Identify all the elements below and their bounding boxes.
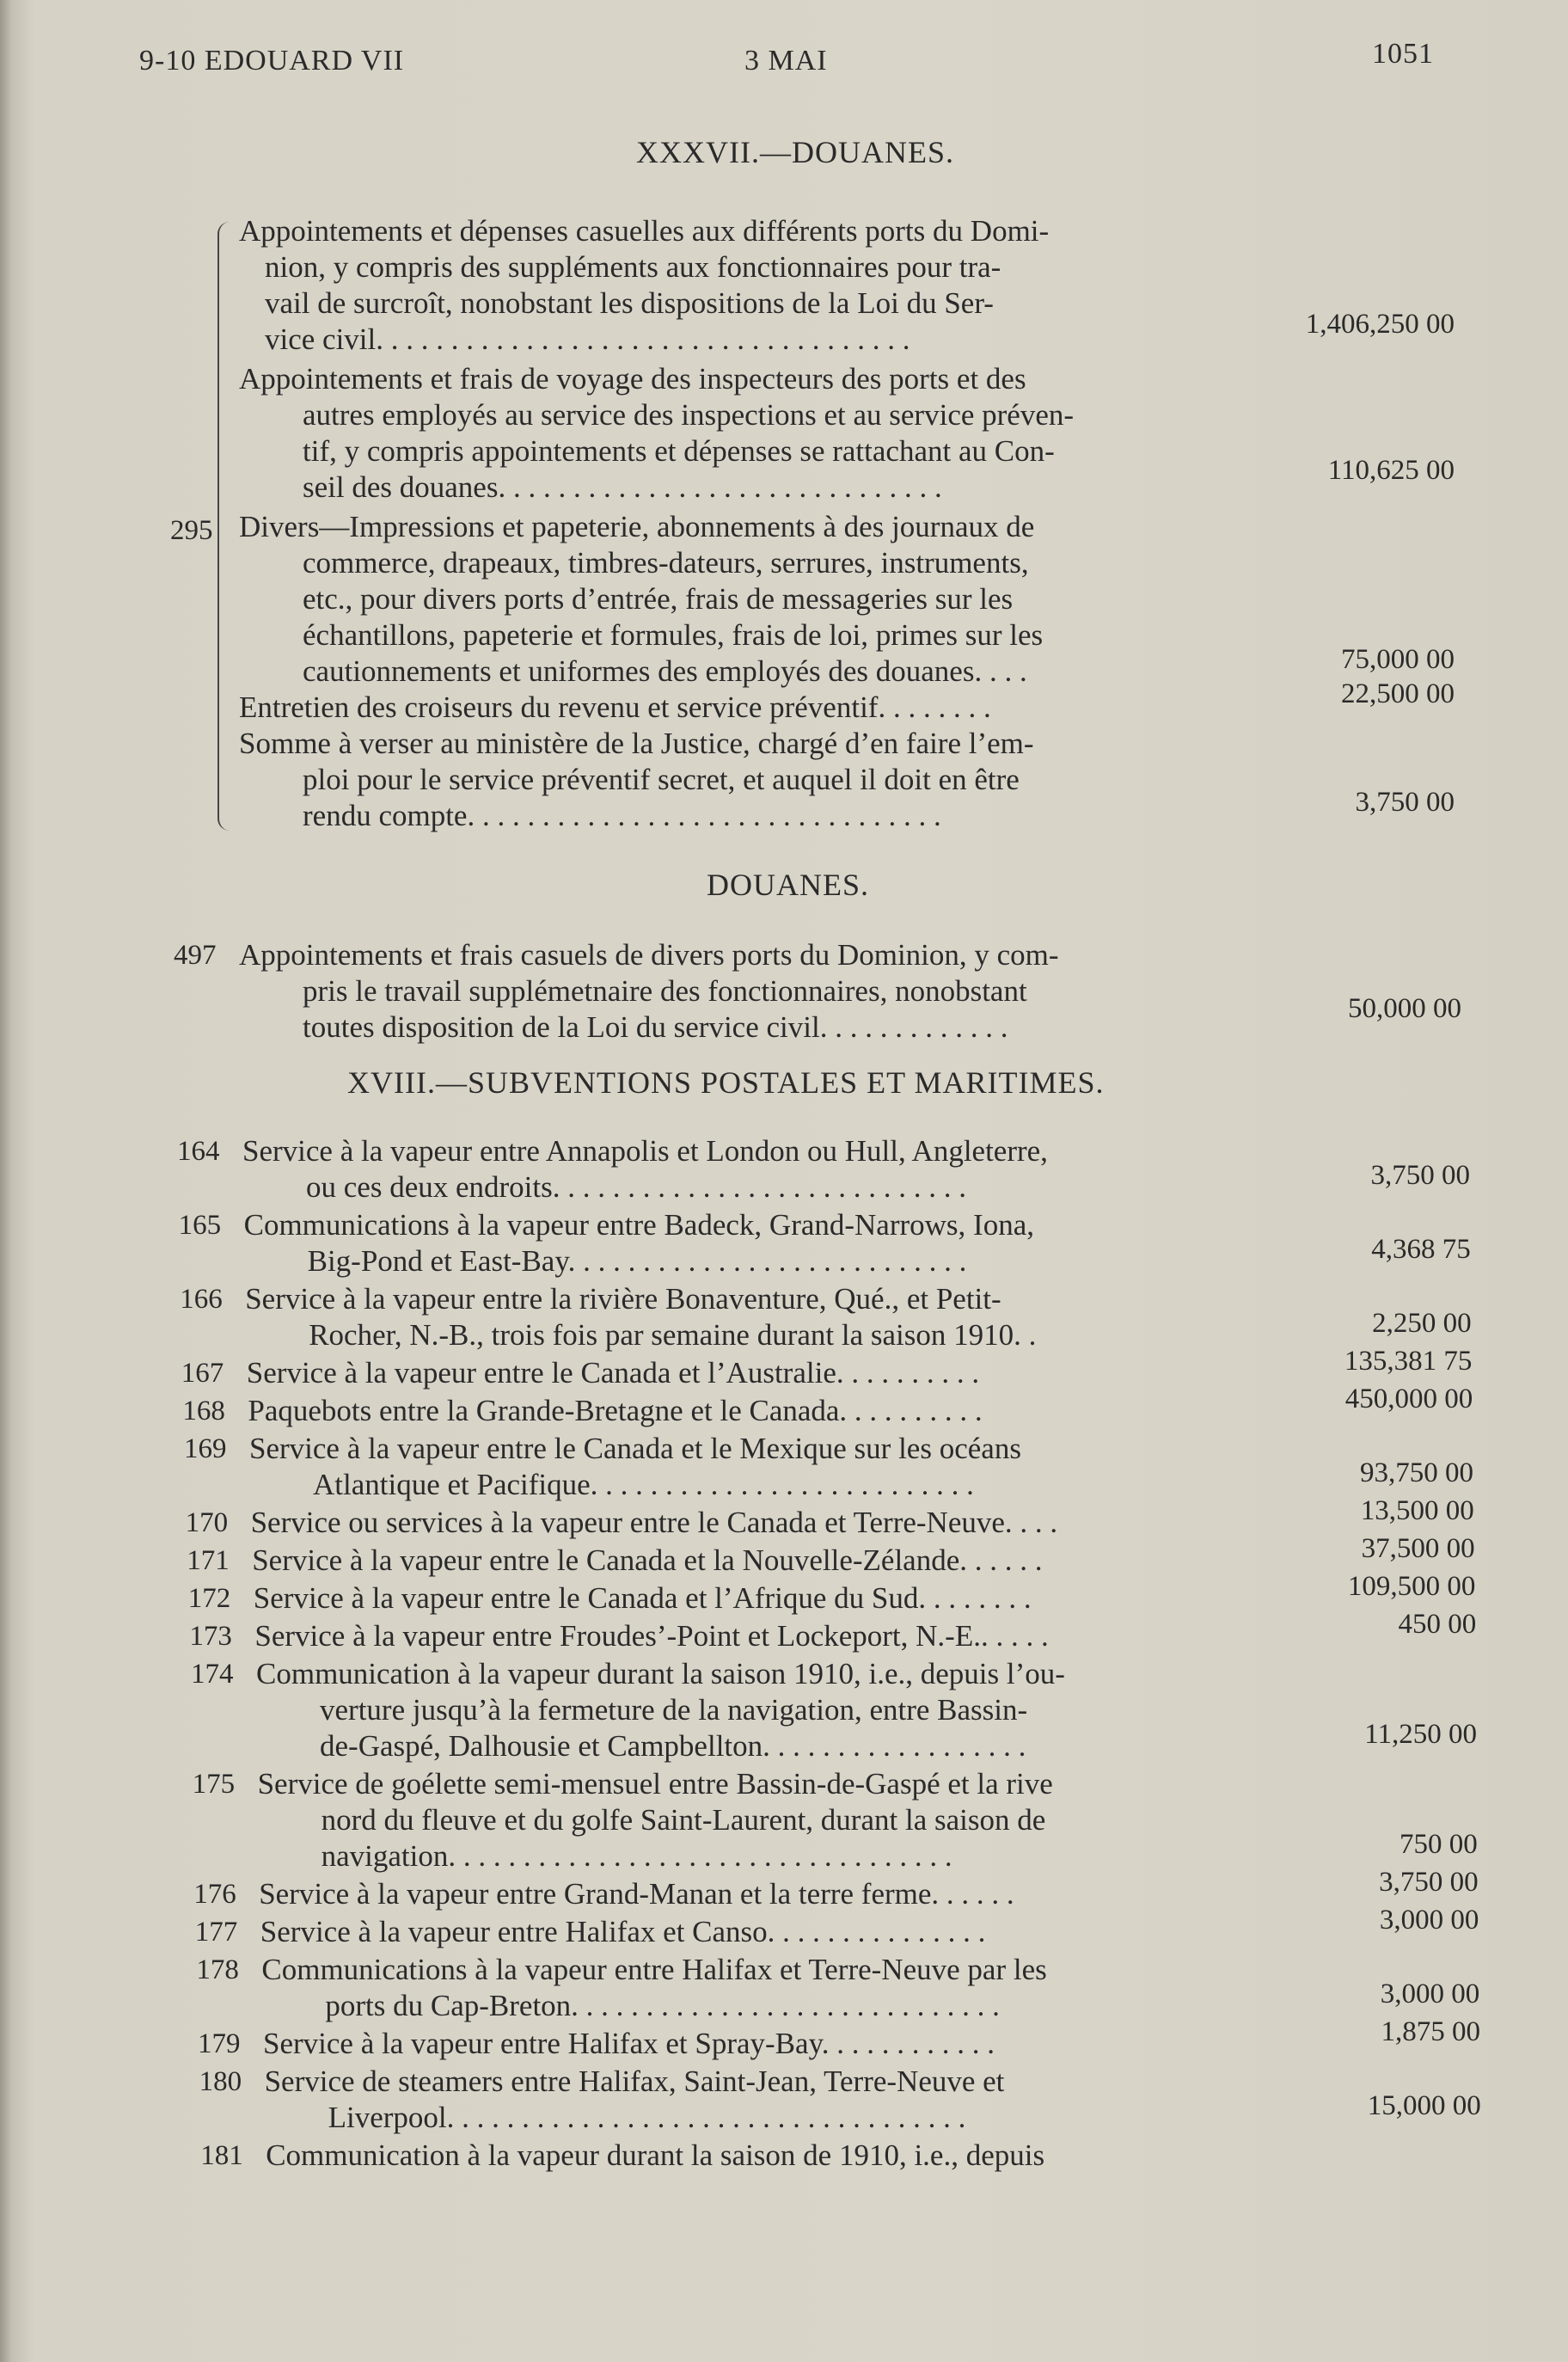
item-line: tif, y compris appointements et dépenses se rattachant au Con-: [303, 434, 1055, 468]
item-number: 172: [187, 1583, 231, 1614]
item-number: 168: [182, 1396, 225, 1426]
item-line: Rocher, N.-B., trois fois par semaine durant la saison 1910. .: [309, 1318, 1037, 1352]
item-line: verture jusqu’à la fermeture de la navigation, entre Bassin-: [320, 1693, 1028, 1727]
item-line: Service à la vapeur entre le Canada et la Nouvelle-Zélande. . . . . .: [252, 1543, 1043, 1577]
item-line: Service à la vapeur entre le Canada et l’Afrique du Sud. . . . . . . .: [253, 1581, 1032, 1615]
item-line: ou ces deux endroits. . . . . . . . . . . . . . . . . . . . . . . . . . . .: [306, 1170, 966, 1204]
item-line: cautionnements et uniformes des employés des douanes. . . .: [303, 654, 1027, 688]
amount: 3,000 00: [1380, 1979, 1480, 2009]
item-line: navigation. . . . . . . . . . . . . . . . . . . . . . . . . . . . . . . . . .: [321, 1839, 952, 1873]
item-line: Service à la vapeur entre Annapolis et London ou Hull, Angleterre,: [242, 1134, 1048, 1168]
item-number: 171: [187, 1545, 230, 1576]
item-line: pris le travail supplémetnaire des fonctionnaires, nonobstant: [303, 974, 1027, 1008]
amount: 450,000 00: [1344, 1383, 1473, 1414]
item-line: de-Gaspé, Dalhousie et Campbellton. . . . . . . . . . . . . . . . . .: [320, 1729, 1026, 1763]
item-number: 175: [192, 1769, 236, 1800]
section-title-subventions: XVIII.—SUBVENTIONS POSTALES ET MARITIMES.: [347, 1065, 1105, 1100]
vote-number: 295: [170, 515, 213, 546]
item-number: 180: [199, 2066, 242, 2097]
item-line: ploi pour le service préventif secret, et auquel il doit en être: [303, 763, 1020, 796]
item-line: Communications à la vapeur entre Badeck, Grand-Narrows, Iona,: [243, 1208, 1034, 1242]
item-line: Appointements et frais de voyage des inspecteurs des ports et des: [239, 362, 1026, 396]
item-line: Entretien des croiseurs du revenu et service préventif. . . . . . . .: [239, 690, 991, 724]
item-line: Paquebots entre la Grande-Bretagne et le Canada. . . . . . . . . .: [248, 1394, 983, 1427]
item-number: 174: [191, 1659, 234, 1690]
amount: 15,000 00: [1367, 2090, 1481, 2121]
item-line: commerce, drapeaux, timbres-dateurs, serrures, instruments,: [303, 546, 1029, 580]
section-title-douanes: DOUANES.: [707, 868, 870, 902]
amount: 93,750 00: [1360, 1457, 1473, 1488]
item-line: autres employés au service des inspections et au service préven-: [303, 398, 1075, 432]
running-header-left: 9-10 EDOUARD VII: [139, 45, 405, 77]
item-line: vice civil. . . . . . . . . . . . . . . . . . . . . . . . . . . . . . . . . . . .: [265, 322, 910, 356]
item-line: Big-Pond et East-Bay. . . . . . . . . . . . . . . . . . . . . . . . . . .: [307, 1244, 967, 1278]
item-line: Service à la vapeur entre la rivière Bonaventure, Qué., et Petit-: [245, 1282, 1001, 1316]
item-number: 176: [193, 1879, 236, 1910]
amount: 11,250 00: [1364, 1719, 1477, 1750]
item-number: 167: [181, 1358, 224, 1389]
item-line: Divers—Impressions et papeterie, abonnements à des journaux de: [239, 510, 1035, 543]
item-number: 177: [194, 1917, 238, 1948]
item-number: 169: [184, 1433, 227, 1464]
item-number: 170: [185, 1507, 229, 1538]
section-title-douanes-xxxvii: XXXVII.—DOUANES.: [636, 135, 954, 169]
amount: 450 00: [1398, 1609, 1477, 1640]
item-line: Communication à la vapeur durant la saison de 1910, i.e., depuis: [266, 2138, 1045, 2172]
item-line: Atlantique et Pacifique. . . . . . . . . . . . . . . . . . . . . . . . . .: [313, 1468, 974, 1501]
amount: 1,406,250 00: [1305, 309, 1455, 340]
item-line: ports du Cap-Breton. . . . . . . . . . . . . . . . . . . . . . . . . . . . .: [325, 1989, 1000, 2022]
amount: 3,750 00: [1370, 1160, 1470, 1191]
item-line: Service à la vapeur entre le Canada et le Mexique sur les océans: [249, 1432, 1021, 1465]
item-line: etc., pour divers ports d’entrée, frais de messageries sur les: [303, 582, 1014, 616]
item-line: Somme à verser au ministère de la Justice, chargé d’en faire l’em-: [239, 727, 1034, 760]
item-number: 181: [200, 2140, 243, 2171]
item-line: Communication à la vapeur durant la saison 1910, i.e., depuis l’ou-: [256, 1657, 1065, 1690]
amount: 50,000 00: [1348, 993, 1461, 1024]
running-header-date: 3 MAI: [744, 45, 828, 77]
amount: 75,000 00: [1341, 644, 1455, 675]
amount: 2,250 00: [1372, 1308, 1472, 1339]
item-number: 173: [189, 1621, 232, 1652]
item-line: seil des douanes. . . . . . . . . . . . . . . . . . . . . . . . . . . . . .: [303, 470, 942, 504]
item-line: Liverpool. . . . . . . . . . . . . . . . . . . . . . . . . . . . . . . . . . .: [328, 2101, 966, 2134]
item-number: 164: [177, 1136, 220, 1167]
amount: 4,368 75: [1371, 1234, 1471, 1265]
amount: 110,625 00: [1327, 455, 1455, 486]
item-number: 178: [196, 1954, 239, 1985]
item-line: Service de steamers entre Halifax, Saint-Jean, Terre-Neuve et: [264, 2064, 1005, 2098]
amount: 1,875 00: [1381, 2016, 1480, 2047]
item-line: toutes disposition de la Loi du service civil. . . . . . . . . . . . .: [303, 1010, 1008, 1044]
amount: 37,500 00: [1361, 1533, 1475, 1564]
item-line: Service de goélette semi-mensuel entre Bassin-de-Gaspé et la rive: [257, 1767, 1053, 1801]
item-number: 165: [178, 1210, 222, 1241]
item-line: Communications à la vapeur entre Halifax et Terre-Neuve par les: [261, 1953, 1047, 1986]
amount: 3,000 00: [1379, 1905, 1479, 1936]
amount: 3,750 00: [1379, 1867, 1479, 1898]
amount: 22,500 00: [1341, 678, 1455, 709]
item-line: Service à la vapeur entre Grand-Manan et la terre ferme. . . . . .: [259, 1877, 1014, 1911]
item-line: Service à la vapeur entre Halifax et Canso. . . . . . . . . . . . . . .: [260, 1915, 986, 1948]
item-line: rendu compte. . . . . . . . . . . . . . . . . . . . . . . . . . . . . . . .: [303, 799, 941, 832]
item-line: Service à la vapeur entre Halifax et Spray-Bay. . . . . . . . . . . .: [263, 2027, 995, 2060]
item-line: vail de surcroît, nonobstant les dispositions de la Loi du Ser-: [265, 286, 994, 320]
item-line: Appointements et dépenses casuelles aux différents ports du Domi-: [239, 214, 1050, 248]
amount: 13,500 00: [1360, 1495, 1474, 1526]
amount: 3,750 00: [1355, 787, 1455, 818]
item-number: 166: [180, 1284, 223, 1315]
item-line: échantillons, papeterie et formules, frais de loi, primes sur les: [303, 618, 1044, 652]
amount: 135,381 75: [1344, 1346, 1473, 1377]
item-line: Service ou services à la vapeur entre le Canada et Terre-Neuve. . . .: [250, 1506, 1058, 1539]
amount: 109,500 00: [1347, 1571, 1476, 1602]
item-line: nion, y compris des suppléments aux fonctionnaires pour tra-: [265, 250, 1001, 284]
item-number: 179: [198, 2028, 241, 2059]
item-line: Service à la vapeur entre Froudes’-Point et Lockeport, N.-E.. . . . .: [254, 1619, 1049, 1653]
vote-number: 497: [174, 940, 217, 971]
amount: 750 00: [1400, 1829, 1478, 1860]
brace-bracket: [217, 222, 230, 831]
item-line: Service à la vapeur entre le Canada et l’Australie. . . . . . . . . .: [246, 1356, 980, 1390]
page-number: 1051: [1372, 38, 1434, 70]
item-line: Appointements et frais casuels de divers ports du Dominion, y com-: [239, 938, 1059, 972]
item-line: nord du fleuve et du golfe Saint-Laurent, durant la saison de: [321, 1803, 1046, 1837]
